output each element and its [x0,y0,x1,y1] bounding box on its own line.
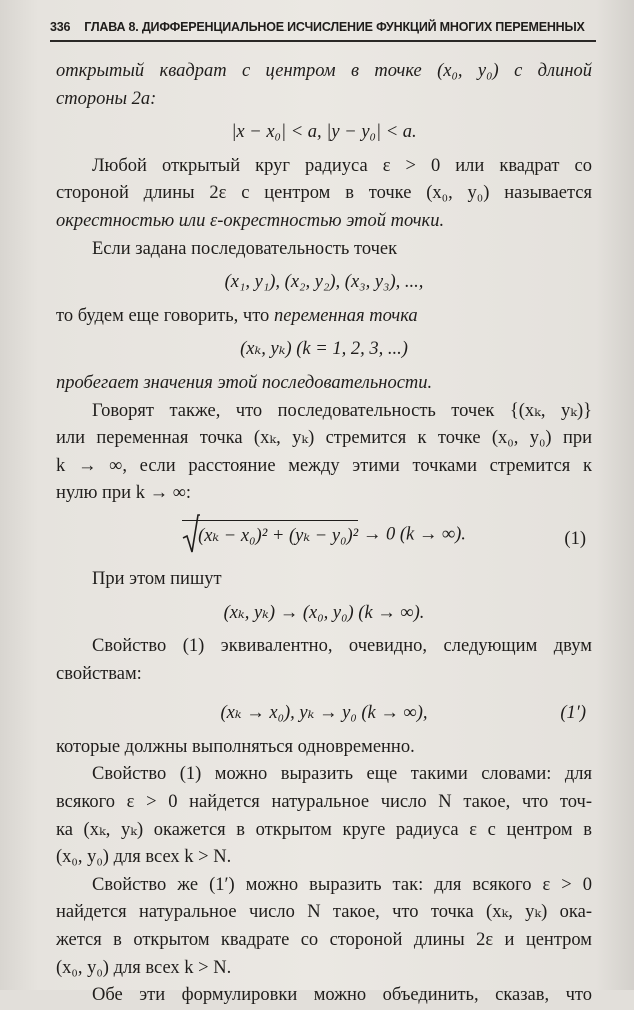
text-line: Говорят также, что последовательность точек {(xₖ, yₖ)} [92,400,592,421]
text-line: найдется натуральное число N такое, что точка (xₖ, yₖ) ока- [56,902,592,923]
text-line: стороны 2a: [56,88,157,109]
equation-1-number: (1) [564,528,586,549]
running-header [50,20,596,34]
text-line: Свойство же (1′) можно выразить так: для всякого ε > 0 [92,874,592,895]
text-line: всякого ε > 0 найдется натуральное число N такое, что точ- [56,792,592,813]
equation-write: (xₖ, yₖ) → (x₀, y₀) (k → ∞). [223,602,425,623]
equation-abs: |x − x₀| < a, |y − y₀| < a. [231,122,417,143]
equation-variable-point: (xₖ, yₖ) (k = 1, 2, 3, ...) [240,339,408,360]
equation-1-prime [56,700,592,728]
text-line: или переменная точка (xₖ, yₖ) стремится к точке (x₀, y₀) при [56,428,592,449]
text-line: Обе эти формулировки можно объединить, сказав, что [92,985,592,1006]
text-line: k → ∞, если расстояние между этими точками стремится к [56,455,592,476]
equation-1 [56,516,592,560]
text-line: (x₀, y₀) для всех k > N. [56,847,232,868]
page-number: 336 [50,20,71,34]
equation-1-prime-number: (1′) [560,703,586,724]
text-fragment: то будем еще говорить, что [56,305,274,326]
text-line: пробегает значения этой последовательности. [56,372,433,393]
text-line [56,303,592,331]
text-line: открытый квадрат с центром в точке (x₀, y₀) с длиной [56,61,592,81]
text-line: Если задана последовательность точек [92,238,398,259]
equation-1-tail: → 0 (k → ∞). [358,524,466,545]
text-line: ка (xₖ, yₖ) окажется в открытом круге радиуса ε с центром в [56,819,592,840]
equation-1-prime-formula: (xₖ → x₀), yₖ → y₀ (k → ∞), [220,703,428,724]
text-line: окрестностью или ε-окрестностью этой точки. [56,210,445,231]
text-line: Свойство (1) можно выразить еще такими словами: для [92,764,592,785]
text-line: стороной длины 2ε с центром в точке (x₀, y₀) называется [56,183,592,204]
text-line: жется в открытом квадрате со стороной длины 2ε и центром [56,930,592,951]
radicand: (xₖ − x₀)² + (yₖ − y₀)² [182,520,358,551]
sqrt-sign [182,520,358,551]
text-line: (x₀, y₀) для всех k > N. [56,957,232,978]
page-body [56,58,592,1010]
text-line: Свойство (1) эквивалентно, очевидно, следующим двум [92,636,592,657]
text-line: нулю при k → ∞: [56,483,192,504]
text-line: Любой открытый круг радиуса ε > 0 или квадрат со [92,155,592,176]
radical-icon [182,514,200,554]
text-line: которые должны выполняться одновременно. [56,736,415,757]
equation-1-formula [182,520,466,551]
equation-sequence: (x₁, y₁), (x₂, y₂), (x₃, y₃), ..., [224,272,424,293]
text-line: При этом пишут [92,568,222,589]
header-rule [50,40,596,42]
text-fragment-italic: переменная точка [273,305,418,326]
text-line: свойствам: [56,663,142,684]
running-title: ГЛАВА 8. ДИФФЕРЕНЦИАЛЬНОЕ ИСЧИСЛЕНИЕ ФУНКЦИЙ МНОГИХ ПЕРЕМЕННЫХ [84,20,585,34]
